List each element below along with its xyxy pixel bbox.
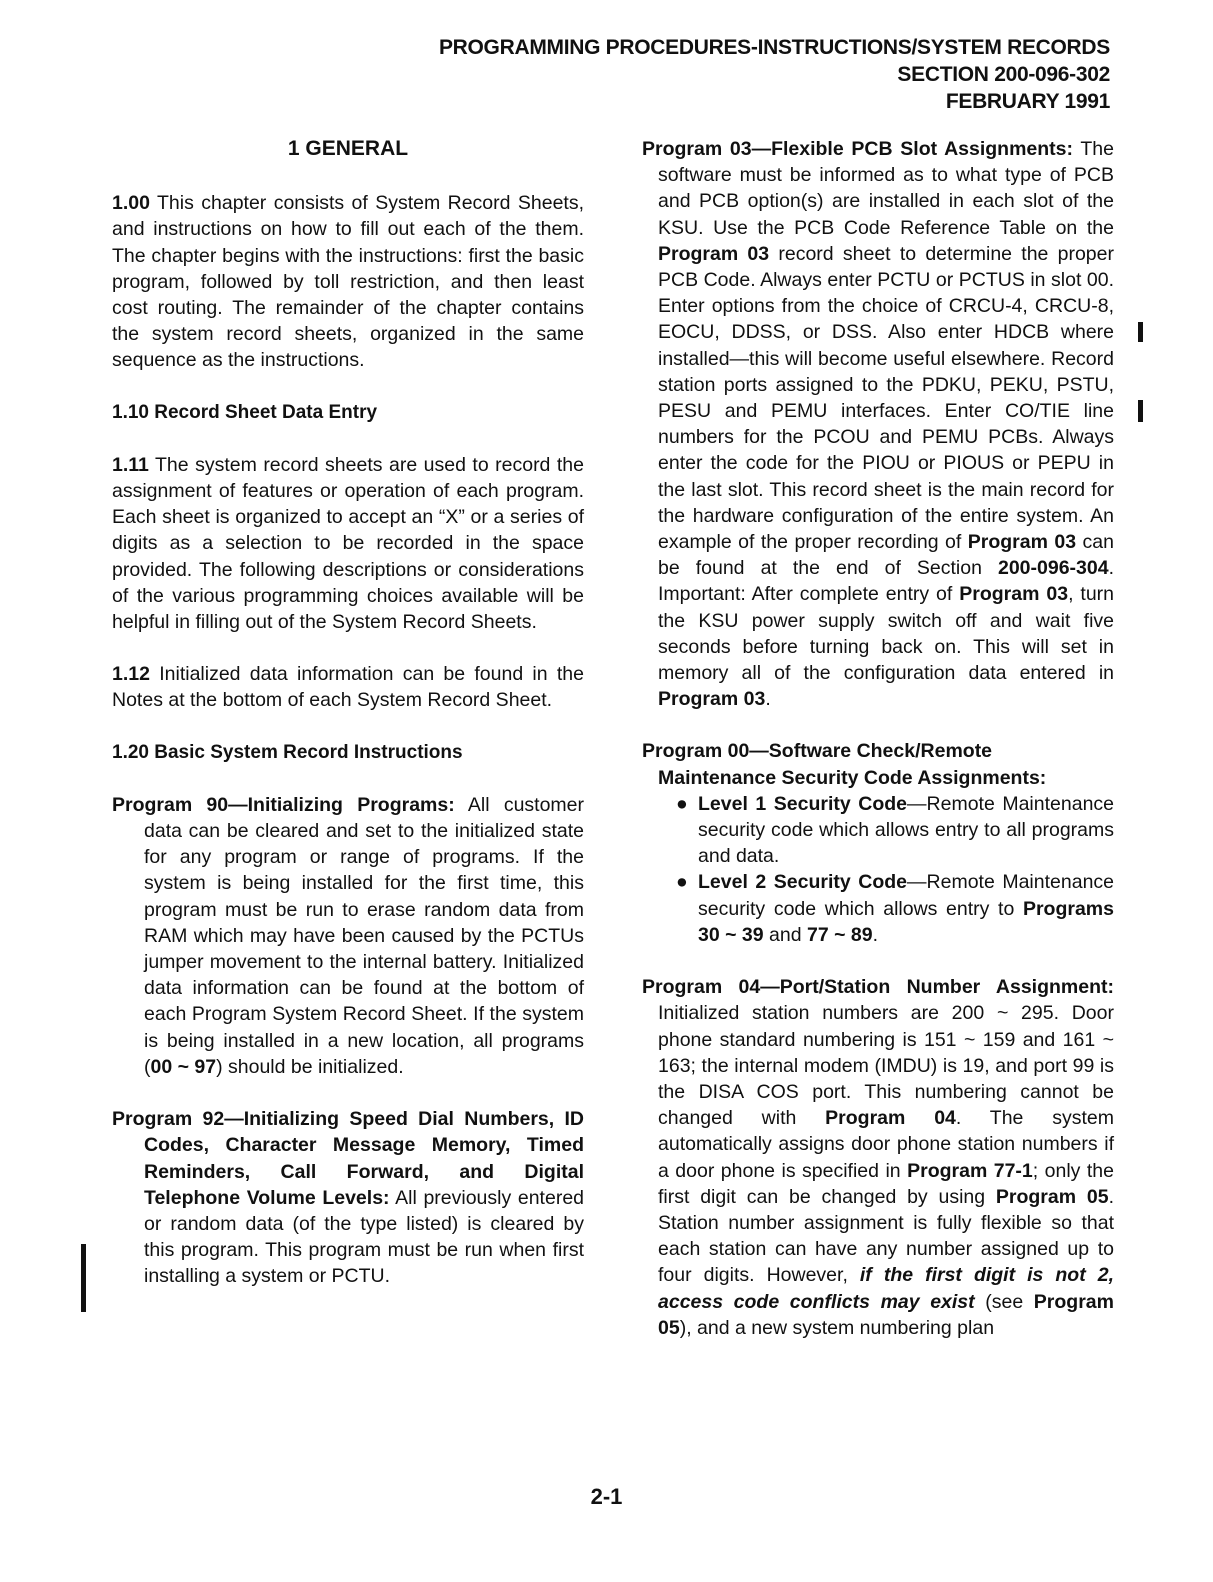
program-04-text: ), and a new system numbering plan <box>679 1316 995 1339</box>
program-04-entry <box>642 974 1114 1341</box>
program-ref: Program 03 <box>959 583 1069 606</box>
section-ref: 200-096-304 <box>997 557 1109 580</box>
bullet-icon: ● <box>676 871 688 894</box>
program-90-heading: Program 90—Initializing Programs: <box>112 793 455 816</box>
left-column <box>112 136 584 1316</box>
program-ref: Program 03 <box>658 242 770 265</box>
paragraph-number: 1.00 <box>112 192 150 215</box>
program-04-text: ; only the first digit can be changed by using <box>658 1159 1115 1208</box>
change-bar-right-2 <box>1138 400 1143 422</box>
bullet-text: and <box>763 923 807 946</box>
program-04-heading: Program 04—Port/Station Number Assignment: <box>642 976 1114 999</box>
program-90-range: 00 ~ 97 <box>150 1055 217 1078</box>
program-04-text: Initialized station numbers are 200 ~ 295. Door phone standard numbering is 151 ~ 159 and 161 ~ 163; the internal modem (IMDU) is 19, and port 99 is the DISA COS port. This numbering cannot be changed with <box>658 1002 1114 1130</box>
heading-1-10: 1.10 Record Sheet Data Entry <box>112 401 378 423</box>
program-92-heading: Program 92—Initializing Speed Dial Numbers, ID Codes, Character Message Memory, Timed Reminders, Call Forward, and Digital Telephone Volume Levels: <box>112 1108 584 1209</box>
list-item <box>676 869 1114 948</box>
program-ref: 77 ~ 89 <box>806 923 873 946</box>
bullet-text: —Remote Maintenance security code which allows entry to all programs and data. <box>698 792 1115 868</box>
paragraph-text: The system record sheets are used to record the assignment of features or operation of each program. Each sheet is organized to accept an “X” or a series of digits as a selection to be recorded in the space provided. The following descriptions or considerations of the various programming choices available will be helpful in filling out of the System Record Sheets. <box>112 453 584 634</box>
program-04-text: . The system automatically assigns door phone station numbers if a door phone is specified in <box>658 1107 1114 1182</box>
paragraph-1-00 <box>112 190 584 373</box>
program-03-text: The software must be informed as to what type of PCB and PCB option(s) are installed in each slot of the KSU. Use the PCB Code Reference Table on the <box>658 138 1114 239</box>
program-90-entry <box>112 792 584 1080</box>
program-03-text: can be found at the end of Section <box>658 531 1114 580</box>
page-number: 2-1 <box>590 1484 623 1509</box>
program-03-text: record sheet to determine the proper PCB Code. Always enter PCTU or PCTUS in slot 00. Enter options from the choice of CRCU-4, CRCU-8, EOCU, DDSS, or DSS. Also enter HDCB where installed—this will become useful elsewhere. Record station ports assigned to the PDKU, PEKU, PSTU, PESU and PEMU interfaces. Enter CO/TIE line numbers for the PCOU and PEMU PCBs. Always enter the code for the PIOU or PIOUS or PEPU in the last slot. This record sheet is the main record for the hardware configuration of the entire system. An example of the proper recording of <box>658 242 1114 554</box>
program-00-entry <box>642 738 1114 948</box>
program-90-text: All customer data can be cleared and set to the initialized state for any program or range of programs. If the system is being installed for the first time, this program must be run to erase random data from RAM which may have been caused by the PCTUs jumper movement to the internal battery. Initialized data information can be found at the bottom of each Program System Record Sheet. If the system is being installed in a new location, all programs ( <box>144 793 585 1078</box>
paragraph-number: 1.12 <box>112 663 150 686</box>
program-04-text: (see <box>974 1290 1034 1313</box>
program-ref: Program 05 <box>658 1290 1114 1339</box>
program-ref: Program 03 <box>658 688 766 711</box>
security-code-list <box>658 791 1114 948</box>
program-04-text: . Station number assignment is fully flexible so that each station can have any number assigned up to four digits. However, <box>658 1185 1114 1287</box>
program-ref: Program 77-1 <box>907 1159 1033 1182</box>
bullet-icon: ● <box>676 792 688 815</box>
chapter-title: 1 GENERAL <box>287 137 409 160</box>
header-date: FEBRUARY 1991 <box>945 90 1110 113</box>
header-section: SECTION 200-096-302 <box>897 63 1110 86</box>
program-ref: Program 03 <box>967 531 1077 554</box>
program-92-text: All previously entered or random data (of the type listed) is cleared by this program. This program must be run when first installing a system or PCTU. <box>144 1186 585 1288</box>
paragraph-text: This chapter consists of System Record Sheets, and instructions on how to fill out each of the them. The chapter begins with the instructions: first the basic program, followed by toll restriction, and then least cost routing. The remainder of the chapter contains the system record sheets, organized in the same sequence as the instructions. <box>112 192 584 372</box>
paragraph-1-11 <box>112 452 584 635</box>
program-00-heading: Program 00—Software Check/Remote Maintenance Security Code Assignments: <box>642 740 1047 789</box>
paragraph-text: Initialized data information can be found in the Notes at the bottom of each System Record Sheet. <box>112 663 584 712</box>
page-header <box>439 34 1110 115</box>
program-03-text: . <box>765 688 771 711</box>
bullet-heading: Level 1 Security Code <box>698 792 908 815</box>
program-ref: Programs 30 ~ 39 <box>698 897 1114 946</box>
program-03-heading: Program 03—Flexible PCB Slot Assignments: <box>642 138 1074 160</box>
bullet-text: . <box>872 923 879 946</box>
program-03-text: . Important: After complete entry of <box>658 557 1114 606</box>
paragraph-number: 1.11 <box>112 453 149 476</box>
program-ref: Program 04 <box>825 1107 956 1130</box>
heading-1-20: 1.20 Basic System Record Instructions <box>112 741 463 763</box>
change-bar-right-1 <box>1138 322 1143 342</box>
program-03-entry <box>642 136 1114 712</box>
change-bar-left <box>81 1244 86 1312</box>
program-90-text-end: ) should be initialized. <box>216 1055 404 1078</box>
list-item <box>676 791 1114 870</box>
bullet-text: —Remote Maintenance security code which allows entry to <box>698 871 1115 920</box>
paragraph-1-12 <box>112 661 584 713</box>
program-ref: Program 05 <box>995 1185 1109 1208</box>
program-92-entry <box>112 1106 584 1289</box>
program-03-text: , turn the KSU power supply switch off and wait five seconds before turning back on. This will set in memory all of the configuration data entered in <box>658 583 1115 685</box>
right-column <box>642 136 1114 1367</box>
warning-text: if the first digit is not 2, access code conflicts may exist <box>658 1264 1114 1313</box>
header-title: PROGRAMMING PROCEDURES-INSTRUCTIONS/SYSTEM RECORDS <box>438 36 1110 59</box>
bullet-heading: Level 2 Security Code <box>698 871 908 894</box>
